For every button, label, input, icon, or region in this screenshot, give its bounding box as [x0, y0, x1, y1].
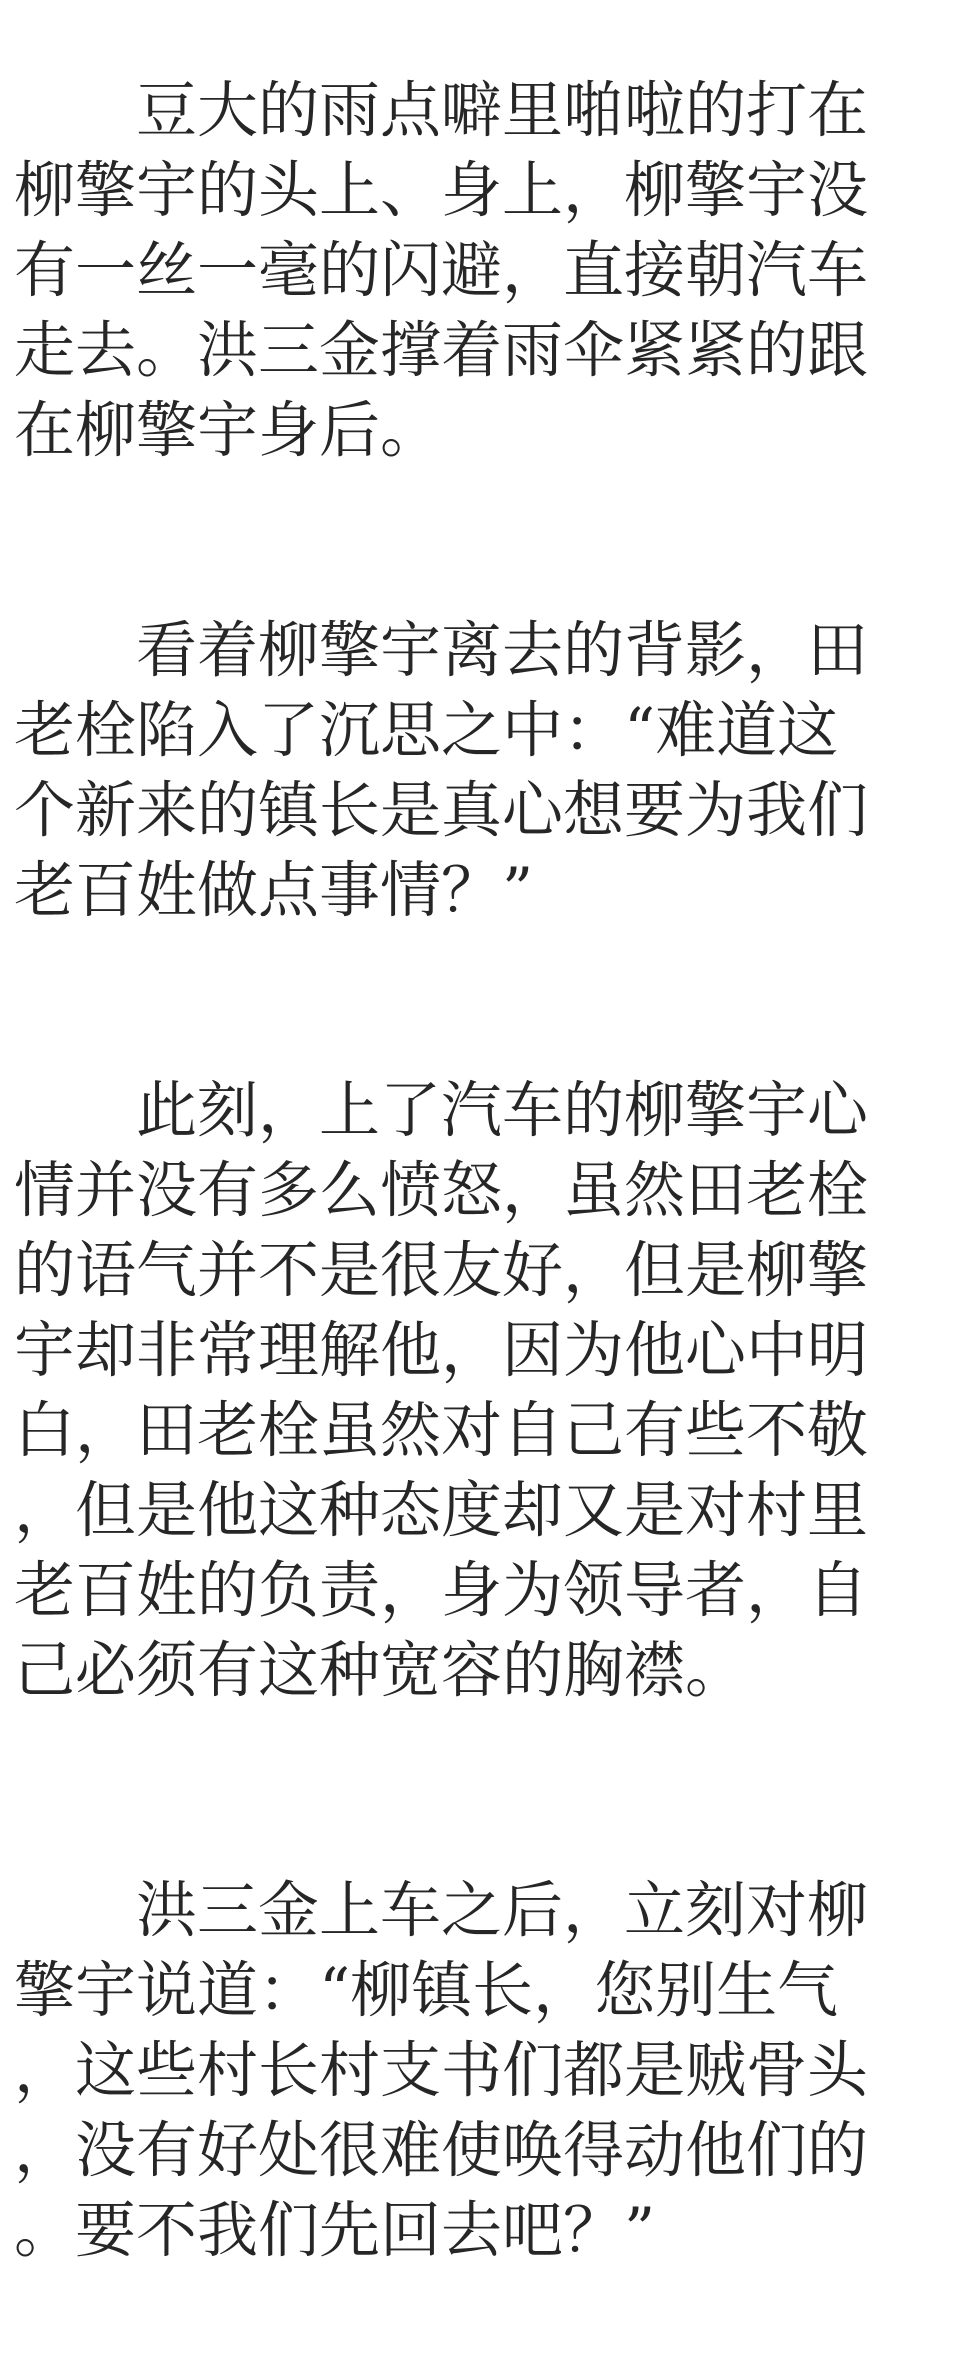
paragraph-3-line-4: 宇却非常理解他，因为他心中明: [14, 1315, 869, 1386]
paragraph-3-line-1: 此刻，上了汽车的柳擎宇心: [136, 1075, 869, 1146]
paragraph-2-line-4: 老百姓做点事情？”: [14, 855, 534, 926]
paragraph-3-line-7: 老百姓的负责，身为领导者，自: [14, 1555, 869, 1626]
paragraph-1-line-4: 走去。洪三金撑着雨伞紧紧的跟: [14, 315, 869, 386]
paragraph-3-line-3: 的语气并不是很友好，但是柳擎: [14, 1235, 869, 1306]
paragraph-4-line-1: 洪三金上车之后，立刻对柳: [136, 1875, 869, 1946]
paragraph-2-line-1: 看着柳擎宇离去的背影，田: [136, 615, 869, 686]
paragraph-4-line-5: 。要不我们先回去吧？”: [14, 2195, 656, 2266]
paragraph-1-line-1: 豆大的雨点噼里啪啦的打在: [136, 75, 869, 146]
paragraph-3-line-8: 己必须有这种宽容的胸襟。: [14, 1635, 747, 1706]
paragraph-1-line-2: 柳擎宇的头上、身上，柳擎宇没: [14, 155, 869, 226]
paragraph-3-line-6: ，但是他这种态度却又是对村里: [14, 1475, 869, 1546]
paragraph-4-line-4: ，没有好处很难使唤得动他们的: [14, 2115, 869, 2186]
paragraph-3-line-5: 白，田老栓虽然对自己有些不敬: [14, 1395, 869, 1466]
paragraph-1-line-5: 在柳擎宇身后。: [14, 395, 442, 466]
paragraph-3-line-2: 情并没有多么愤怒，虽然田老栓: [14, 1155, 869, 1226]
paragraph-4-line-3: ，这些村长村支书们都是贼骨头: [14, 2035, 869, 2106]
paragraph-2-line-2: 老栓陷入了沉思之中：“难道这: [14, 695, 839, 766]
paragraph-2-line-3: 个新来的镇长是真心想要为我们: [14, 775, 869, 846]
paragraph-4-line-2: 擎宇说道：“柳镇长，您别生气: [14, 1955, 839, 2026]
paragraph-1-line-3: 有一丝一毫的闪避，直接朝汽车: [14, 235, 869, 306]
